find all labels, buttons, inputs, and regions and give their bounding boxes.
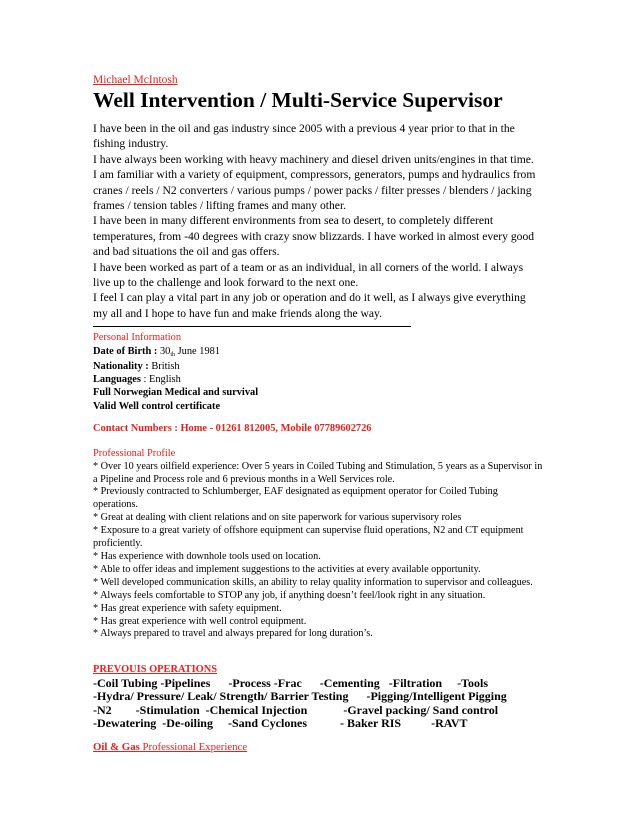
- operations-row: -Dewatering -De-oiling -Sand Cyclones - Baker RIS -RAVT: [93, 716, 468, 731]
- professional-profile-heading: Professional Profile: [93, 448, 176, 460]
- profile-item: * Able to offer ideas and implement suggestions to the activities at every available opportunity.: [93, 563, 481, 575]
- profile-list: [93, 461, 543, 642]
- profile-item: * Over 10 years oilfield experience: Over 5 years in Coiled Tubing and Stimulation, 5 years as a Supervisor in a Pipeline and Process role and 6 previous months in a Well Services role.: [93, 460, 543, 485]
- profile-item: * Well developed communication skills, an ability to relay quality information to supervisor and colleagues.: [93, 576, 533, 588]
- date-of-birth: [93, 345, 543, 360]
- intro-paragraph: I am familiar with a variety of equipment, compressors, generators, pumps and hydraulics from cranes / reels / N2 converters / various pumps / power packs / filter presses / blenders / jacking frames / tension tables / lifting frames and many other.: [93, 168, 536, 213]
- nationality-label: Nationality :: [93, 360, 152, 372]
- languages: [93, 373, 543, 386]
- operations-row: -N2 -Stimulation -Chemical Injection -Gravel packing/ Sand control: [93, 702, 499, 717]
- profile-item: * Has great experience with safety equipment.: [93, 602, 282, 614]
- languages-label: Languages: [93, 374, 141, 386]
- dob-suffix: th: [170, 351, 176, 358]
- profile-item: * Great at dealing with client relations and on site paperwork for various supervisory roles: [93, 512, 462, 524]
- experience-heading: [93, 741, 543, 754]
- nationality: [93, 360, 543, 373]
- dob-day: 30: [159, 345, 171, 357]
- candidate-name: Michael McIntosh: [93, 74, 178, 86]
- intro-paragraph: I have been in many different environments from sea to desert, to completely different temperatures, from -40 degrees with crazy snow blizzards. I have worked in almost every good and bad situations the oil and gas offers.: [93, 214, 535, 259]
- contact-numbers: Contact Numbers : Home - 01261 812005, Mobile 07789602726: [93, 423, 372, 435]
- intro-paragraph: I feel I can play a vital part in any job or operation and do it well, as I always give everything my all and I hope to have fun and make friends along the way.: [93, 291, 526, 320]
- certificate-medical: Full Norwegian Medical and survival: [93, 387, 259, 399]
- resume-page: [93, 74, 543, 754]
- profile-item: * Always feels comfortable to STOP any job, if anything doesn’t feel/look right in any situation.: [93, 589, 486, 601]
- page-title: Well Intervention / Multi-Service Supervisor: [93, 88, 503, 112]
- intro-paragraph: I have always been working with heavy machinery and diesel driven units/engines in that time.: [93, 152, 534, 166]
- personal-info-heading: Personal Information: [93, 332, 182, 344]
- intro-paragraph: I have been in the oil and gas industry since 2005 with a previous 4 year prior to that in the fishing industry.: [93, 122, 515, 151]
- experience-heading-bold: Oil & Gas: [93, 740, 140, 753]
- intro-paragraph: I have been worked as part of a team or as an individual, in all corners of the world. I always live up to the challenge and look forward to the next one.: [93, 260, 524, 290]
- dob-rest: June 1981: [175, 345, 221, 357]
- profile-item: * Exposure to a great variety of offshore equipment can supervise fluid operations, N2 and CT equipment proficiently.: [93, 525, 524, 550]
- certificate-well-control: Valid Well control certificate: [93, 400, 221, 412]
- experience-heading-rest: Professional Experience: [139, 740, 248, 753]
- nationality-value: British: [151, 360, 180, 372]
- profile-item: * Has experience with downhole tools used on location.: [93, 551, 321, 562]
- profile-item: * Has great experience with well control equipment.: [93, 615, 307, 627]
- intro-section: [93, 121, 543, 321]
- profile-item: * Previously contracted to Schlumberger, EAF designated as equipment operator for Coiled Tubing operations.: [93, 486, 498, 511]
- operations-heading: PREVOUIS OPERATIONS: [93, 664, 218, 676]
- dob-label: Date of Birth :: [93, 345, 160, 357]
- section-divider: [93, 326, 411, 327]
- operations-row: -Hydra/ Pressure/ Leak/ Strength/ Barrier Testing -Pigging/Intelligent Pigging: [93, 689, 507, 704]
- operations-row: -Coil Tubing -Pipelines -Process -Frac -Cementing -Filtration -Tools: [93, 675, 488, 690]
- profile-item: * Always prepared to travel and always prepared for long duration’s.: [93, 628, 373, 640]
- languages-value: : English: [140, 374, 181, 386]
